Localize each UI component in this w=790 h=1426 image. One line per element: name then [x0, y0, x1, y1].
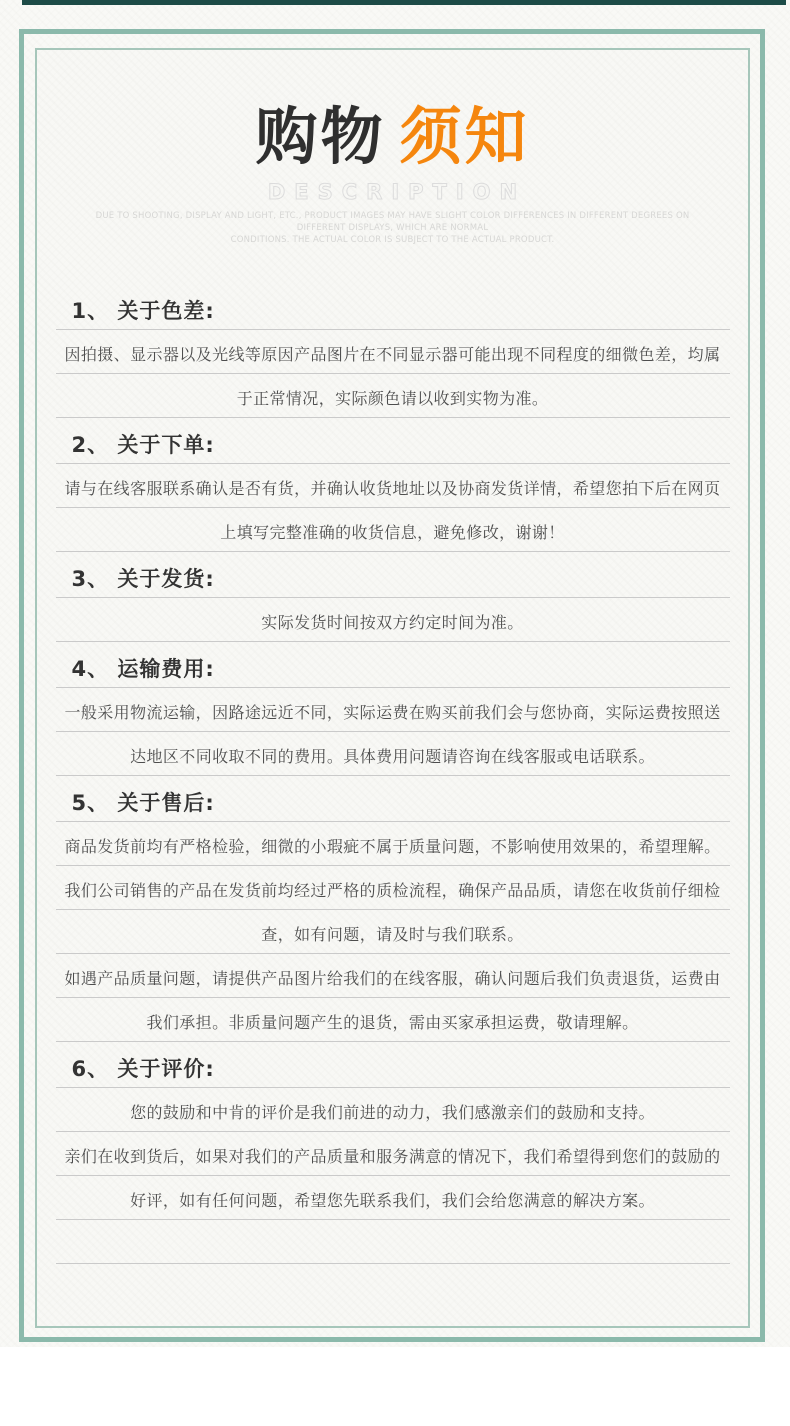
- section-heading-label: 1、 关于色差:: [71, 299, 215, 323]
- notice-line-text: 查，如有问题，请及时与我们联系。: [261, 925, 524, 944]
- header: [37, 50, 748, 245]
- notice-line-text: 您的鼓励和中肯的评价是我们前进的动力，我们感激亲们的鼓励和支持。: [130, 1103, 655, 1122]
- title-part-black: 购物: [255, 100, 386, 173]
- notice-line: [56, 866, 730, 910]
- section-heading-color-difference: [56, 284, 730, 330]
- notice-line-text: 实际发货时间按双方约定时间为准。: [261, 613, 524, 632]
- inner-border-frame: [35, 48, 750, 1328]
- notice-line: [56, 954, 730, 998]
- notice-line-text: 达地区不同收取不同的费用。具体费用问题请咨询在线客服或电话联系。: [130, 747, 655, 766]
- disclaimer-line-1: DUE TO SHOOTING, DISPLAY AND LIGHT, ETC., PRODUCT IMAGES MAY HAVE SLIGHT COLOR DIFFERENCES IN DIFFERENT DEGREES ON DIFFERENT DISPLAYS, WHICH ARE NORMAL: [95, 211, 690, 233]
- notice-line-text: 如遇产品质量问题，请提供产品图片给我们的在线客服，确认问题后我们负责退货，运费由: [64, 969, 721, 988]
- notice-line-text: 我们承担。非质量问题产生的退货，需由买家承担运费，敬请理解。: [146, 1013, 639, 1032]
- section-heading-ordering: [56, 418, 730, 464]
- notice-line: [56, 374, 730, 418]
- notice-line: [56, 1088, 730, 1132]
- section-heading-label: 4、 运输费用:: [71, 657, 215, 681]
- section-heading-label: 5、 关于售后:: [71, 791, 215, 815]
- english-disclaimer: [73, 210, 713, 245]
- disclaimer-line-2: CONDITIONS. THE ACTUAL COLOR IS SUBJECT TO THE ACTUAL PRODUCT.: [230, 235, 555, 245]
- notice-line-text: 亲们在收到货后，如果对我们的产品质量和服务满意的情况下，我们希望得到您们的鼓励的: [64, 1147, 721, 1166]
- notice-line: [56, 1176, 730, 1220]
- notice-line-text: 于正常情况，实际颜色请以收到实物为准。: [236, 389, 549, 408]
- section-heading-shipping: [56, 552, 730, 598]
- notice-line: [56, 330, 730, 374]
- notice-line: [56, 688, 730, 732]
- notice-line: [56, 464, 730, 508]
- title-part-orange: 须知: [399, 100, 530, 173]
- notice-line: [56, 598, 730, 642]
- notice-line-text: 因拍摄、显示器以及光线等原因产品图片在不同显示器可能出现不同程度的细微色差，均属: [64, 345, 721, 364]
- description-watermark: DESCRIPTION: [267, 180, 527, 204]
- notice-line: [56, 1132, 730, 1176]
- notice-line: [56, 998, 730, 1042]
- notice-line: [56, 910, 730, 954]
- notice-line-text: 请与在线客服联系确认是否有货，并确认收货地址以及协商发货详情，希望您拍下后在网页: [64, 479, 721, 498]
- notice-line: [56, 732, 730, 776]
- section-heading-label: 3、 关于发货:: [71, 567, 215, 591]
- notice-sections: [56, 284, 730, 1264]
- page-title: [37, 102, 748, 172]
- section-heading-after-sales: [56, 776, 730, 822]
- section-heading-label: 2、 关于下单:: [71, 433, 215, 457]
- section-heading-reviews: [56, 1042, 730, 1088]
- section-heading-freight-cost: [56, 642, 730, 688]
- notice-line: [56, 822, 730, 866]
- notice-line-text: 好评，如有任何问题，希望您先联系我们，我们会给您满意的解决方案。: [130, 1191, 655, 1210]
- notice-line-text: 我们公司销售的产品在发货前均经过严格的质检流程，确保产品品质，请您在收货前仔细检: [64, 881, 721, 900]
- notice-line: [56, 508, 730, 552]
- closing-rule: [56, 1220, 730, 1264]
- notice-line-text: 上填写完整准确的收货信息，避免修改，谢谢！: [220, 523, 565, 542]
- notice-line-text: 商品发货前均有严格检验，细微的小瑕疵不属于质量问题，不影响使用效果的，希望理解。: [64, 837, 721, 856]
- section-heading-label: 6、 关于评价:: [71, 1057, 215, 1081]
- notice-line-text: 一般采用物流运输，因路途远近不同，实际运费在购买前我们会与您协商，实际运费按照送: [64, 703, 721, 722]
- top-decor-bar: [22, 0, 786, 5]
